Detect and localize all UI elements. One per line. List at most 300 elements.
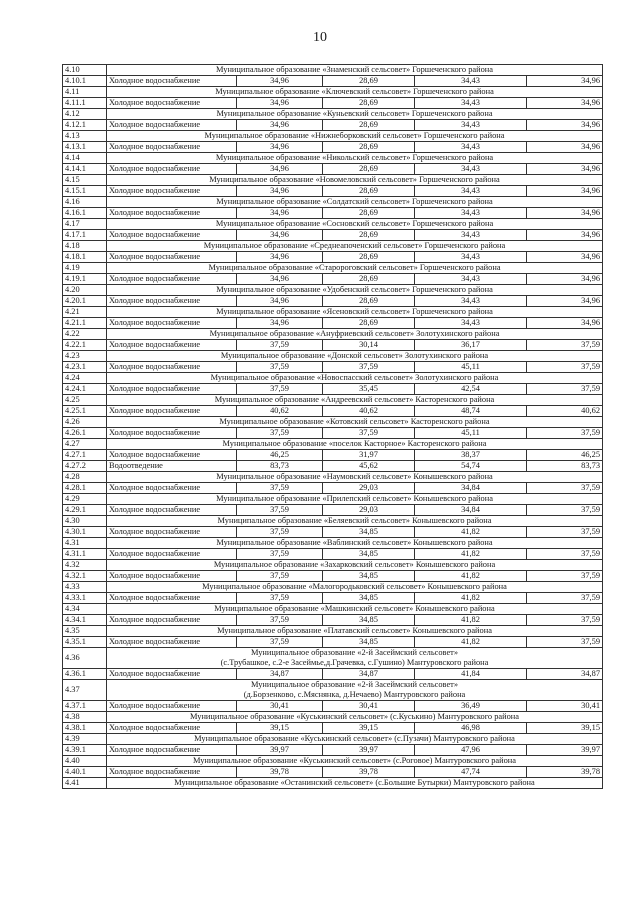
tariff-value-4: 37,59 <box>527 571 603 582</box>
service-name: Холодное водоснабжение <box>107 450 237 461</box>
tariff-value-1: 34,96 <box>237 164 323 175</box>
tariff-value-2: 28,69 <box>323 208 415 219</box>
tariff-value-1: 34,96 <box>237 230 323 241</box>
section-title: Муниципальное образование «Куськинский сельсовет» (с.Роговое) Мантуровского района <box>107 756 603 767</box>
tariff-value-1: 46,25 <box>237 450 323 461</box>
row-number: 4.35.1 <box>63 637 107 648</box>
tariff-value-2: 30,14 <box>323 340 415 351</box>
row-number: 4.19.1 <box>63 274 107 285</box>
service-name: Холодное водоснабжение <box>107 723 237 734</box>
tariff-value-4: 34,96 <box>527 318 603 329</box>
tariff-value-4: 34,87 <box>527 669 603 680</box>
section-title: Муниципальное образование «Машкинский сельсовет» Конышевского района <box>107 604 603 615</box>
tariff-value-4: 34,96 <box>527 120 603 131</box>
row-number: 4.22 <box>63 329 107 340</box>
section-header-row <box>63 241 603 252</box>
service-name: Холодное водоснабжение <box>107 76 237 87</box>
row-number: 4.34.1 <box>63 615 107 626</box>
tariff-value-4: 37,59 <box>527 637 603 648</box>
tariff-value-4: 34,96 <box>527 252 603 263</box>
tariff-row <box>63 318 603 329</box>
row-number: 4.25.1 <box>63 406 107 417</box>
section-header-row <box>63 373 603 384</box>
service-name: Холодное водоснабжение <box>107 186 237 197</box>
row-number: 4.11.1 <box>63 98 107 109</box>
page-number: 10 <box>313 30 327 45</box>
section-header-row <box>63 131 603 142</box>
section-header-row <box>63 307 603 318</box>
tariff-row <box>63 723 603 734</box>
service-name: Холодное водоснабжение <box>107 384 237 395</box>
tariff-value-2: 28,69 <box>323 186 415 197</box>
tariff-row <box>63 637 603 648</box>
service-name: Холодное водоснабжение <box>107 701 237 712</box>
tariff-value-4: 37,59 <box>527 593 603 604</box>
tariff-value-2: 28,69 <box>323 274 415 285</box>
tariff-row <box>63 142 603 153</box>
tariff-value-2: 28,69 <box>323 296 415 307</box>
section-title: Муниципальное образование «Захарковский сельсовет» Конышевского района <box>107 560 603 571</box>
tariff-value-1: 34,96 <box>237 98 323 109</box>
section-header-row <box>63 175 603 186</box>
row-number: 4.33.1 <box>63 593 107 604</box>
service-name: Холодное водоснабжение <box>107 230 237 241</box>
tariff-value-1: 37,59 <box>237 505 323 516</box>
tariff-value-4: 37,59 <box>527 483 603 494</box>
tariff-value-2: 31,97 <box>323 450 415 461</box>
section-header-row <box>63 648 603 669</box>
section-title: Муниципальное образование «Новомеловский сельсовет» Горшеченского района <box>107 175 603 186</box>
row-number: 4.23.1 <box>63 362 107 373</box>
section-title: Муниципальное образование «Ануфриевский сельсовет» Золотухинского района <box>107 329 603 340</box>
service-name: Холодное водоснабжение <box>107 669 237 680</box>
row-number: 4.31 <box>63 538 107 549</box>
tariff-value-1: 34,96 <box>237 274 323 285</box>
row-number: 4.36.1 <box>63 669 107 680</box>
tariff-value-2: 28,69 <box>323 164 415 175</box>
section-header-row <box>63 778 603 789</box>
service-name: Холодное водоснабжение <box>107 549 237 560</box>
tariff-value-2: 39,78 <box>323 767 415 778</box>
tariff-value-1: 34,96 <box>237 318 323 329</box>
tariff-row <box>63 98 603 109</box>
section-header-row <box>63 109 603 120</box>
row-number: 4.21.1 <box>63 318 107 329</box>
tariff-value-3: 41,82 <box>415 571 527 582</box>
tariff-value-3: 41,82 <box>415 549 527 560</box>
tariff-value-4: 34,96 <box>527 186 603 197</box>
service-name: Холодное водоснабжение <box>107 745 237 756</box>
tariff-value-3: 46,98 <box>415 723 527 734</box>
tariff-value-1: 30,41 <box>237 701 323 712</box>
section-title <box>107 648 603 669</box>
service-name: Холодное водоснабжение <box>107 318 237 329</box>
row-number: 4.21 <box>63 307 107 318</box>
tariff-value-4: 30,41 <box>527 701 603 712</box>
tariff-value-4: 34,96 <box>527 274 603 285</box>
section-title: Муниципальное образование «Беляевский сельсовет» Конышевского района <box>107 516 603 527</box>
tariff-value-4: 39,78 <box>527 767 603 778</box>
tariff-value-1: 37,59 <box>237 615 323 626</box>
tariff-value-3: 41,82 <box>415 593 527 604</box>
section-title: Муниципальное образование «Котовский сельсовет» Касторенского района <box>107 417 603 428</box>
section-title: Муниципальное образование «Куньевский сельсовет» Горшеченского района <box>107 109 603 120</box>
row-number: 4.34 <box>63 604 107 615</box>
row-number: 4.37 <box>63 680 107 701</box>
row-number: 4.11 <box>63 87 107 98</box>
section-header-row <box>63 219 603 230</box>
service-name: Холодное водоснабжение <box>107 98 237 109</box>
row-number: 4.17.1 <box>63 230 107 241</box>
row-number: 4.39 <box>63 734 107 745</box>
tariff-value-2: 34,85 <box>323 527 415 538</box>
tariff-value-1: 37,59 <box>237 384 323 395</box>
row-number: 4.24 <box>63 373 107 384</box>
tariff-row <box>63 450 603 461</box>
tariff-value-2: 34,85 <box>323 549 415 560</box>
tariff-value-3: 34,84 <box>415 505 527 516</box>
row-number: 4.40 <box>63 756 107 767</box>
section-title-line: (д.Борзенково, с.Мяснянка, д.Нечаево) Мантуровского района <box>243 690 466 699</box>
row-number: 4.27 <box>63 439 107 450</box>
tariff-value-2: 28,69 <box>323 98 415 109</box>
tariff-value-4: 46,25 <box>527 450 603 461</box>
row-number: 4.12.1 <box>63 120 107 131</box>
tariff-value-4: 37,59 <box>527 340 603 351</box>
tariff-value-2: 28,69 <box>323 76 415 87</box>
row-number: 4.10.1 <box>63 76 107 87</box>
tariff-value-2: 37,59 <box>323 362 415 373</box>
service-name: Холодное водоснабжение <box>107 296 237 307</box>
section-header-row <box>63 439 603 450</box>
tariff-row <box>63 230 603 241</box>
section-title: Муниципальное образование «Сосновский сельсовет» Горшеченского района <box>107 219 603 230</box>
tariff-value-1: 37,59 <box>237 527 323 538</box>
tariff-value-2: 40,62 <box>323 406 415 417</box>
row-number: 4.25 <box>63 395 107 406</box>
service-name: Водоотведение <box>107 461 237 472</box>
tariff-value-2: 39,15 <box>323 723 415 734</box>
tariff-value-4: 34,96 <box>527 98 603 109</box>
row-number: 4.20.1 <box>63 296 107 307</box>
service-name: Холодное водоснабжение <box>107 142 237 153</box>
tariff-value-1: 34,87 <box>237 669 323 680</box>
tariff-value-3: 45,11 <box>415 362 527 373</box>
tariff-value-3: 34,43 <box>415 296 527 307</box>
section-header-row <box>63 734 603 745</box>
row-number: 4.26.1 <box>63 428 107 439</box>
tariff-row <box>63 362 603 373</box>
tariff-value-1: 83,73 <box>237 461 323 472</box>
row-number: 4.27.1 <box>63 450 107 461</box>
tariff-row <box>63 208 603 219</box>
tariff-value-3: 34,43 <box>415 230 527 241</box>
service-name: Холодное водоснабжение <box>107 571 237 582</box>
tariff-value-3: 36,17 <box>415 340 527 351</box>
tariff-value-2: 28,69 <box>323 142 415 153</box>
tariff-value-4: 34,96 <box>527 296 603 307</box>
tariff-value-1: 34,96 <box>237 296 323 307</box>
tariff-value-4: 34,96 <box>527 208 603 219</box>
section-header-row <box>63 494 603 505</box>
tariff-value-3: 34,43 <box>415 98 527 109</box>
row-number: 4.18 <box>63 241 107 252</box>
tariff-value-3: 34,43 <box>415 76 527 87</box>
tariff-value-2: 28,69 <box>323 230 415 241</box>
tariff-value-2: 34,85 <box>323 571 415 582</box>
tariff-value-3: 34,43 <box>415 164 527 175</box>
tariff-value-1: 37,59 <box>237 549 323 560</box>
tariff-value-3: 41,82 <box>415 615 527 626</box>
section-title: Муниципальное образование «Прилепский сельсовет» Конышевского района <box>107 494 603 505</box>
row-number: 4.13 <box>63 131 107 142</box>
row-number: 4.15.1 <box>63 186 107 197</box>
tariff-table-body <box>63 65 603 789</box>
tariff-row <box>63 406 603 417</box>
tariff-value-2: 28,69 <box>323 318 415 329</box>
row-number: 4.17 <box>63 219 107 230</box>
tariff-row <box>63 549 603 560</box>
tariff-value-1: 34,96 <box>237 252 323 263</box>
row-number: 4.33 <box>63 582 107 593</box>
service-name: Холодное водоснабжение <box>107 637 237 648</box>
tariff-value-4: 34,96 <box>527 76 603 87</box>
tariff-value-3: 34,43 <box>415 120 527 131</box>
tariff-value-2: 34,87 <box>323 669 415 680</box>
service-name: Холодное водоснабжение <box>107 527 237 538</box>
tariff-row <box>63 483 603 494</box>
row-number: 4.12 <box>63 109 107 120</box>
section-title: Муниципальное образование «Знаменский сельсовет» Горшеченского района <box>107 65 603 76</box>
tariff-value-1: 37,59 <box>237 593 323 604</box>
section-title: Муниципальное образование «Наумовский сельсовет» Конышевского района <box>107 472 603 483</box>
tariff-value-1: 34,96 <box>237 76 323 87</box>
tariff-value-3: 36,49 <box>415 701 527 712</box>
tariff-value-4: 34,96 <box>527 142 603 153</box>
tariff-value-4: 37,59 <box>527 505 603 516</box>
tariff-value-2: 39,97 <box>323 745 415 756</box>
tariff-value-1: 37,59 <box>237 428 323 439</box>
row-number: 4.31.1 <box>63 549 107 560</box>
tariff-value-1: 34,96 <box>237 120 323 131</box>
tariff-value-4: 34,96 <box>527 164 603 175</box>
service-name: Холодное водоснабжение <box>107 208 237 219</box>
tariff-row <box>63 571 603 582</box>
section-title: Муниципальное образование «Ваблинский сельсовет» Конышевского района <box>107 538 603 549</box>
section-header-row <box>63 65 603 76</box>
row-number: 4.14.1 <box>63 164 107 175</box>
tariff-row <box>63 701 603 712</box>
section-title: Муниципальное образование «Останинский сельсовет» (с.Большие Бутырки) Мантуровского района <box>107 778 603 789</box>
section-title: Муниципальное образование «Новоспасский сельсовет» Золотухинского района <box>107 373 603 384</box>
section-header-row <box>63 395 603 406</box>
tariff-row <box>63 505 603 516</box>
row-number: 4.16.1 <box>63 208 107 219</box>
section-title: Муниципальное образование «поселок Касторное» Касторенского района <box>107 439 603 450</box>
service-name: Холодное водоснабжение <box>107 120 237 131</box>
tariff-row <box>63 252 603 263</box>
row-number: 4.18.1 <box>63 252 107 263</box>
tariff-value-3: 34,43 <box>415 318 527 329</box>
row-number: 4.22.1 <box>63 340 107 351</box>
tariff-value-3: 38,37 <box>415 450 527 461</box>
tariff-row <box>63 615 603 626</box>
section-title: Муниципальное образование «Куськинский сельсовет» (с.Куськино) Мантуровского района <box>107 712 603 723</box>
row-number: 4.16 <box>63 197 107 208</box>
tariff-value-3: 34,43 <box>415 186 527 197</box>
section-title <box>107 680 603 701</box>
tariff-value-1: 34,96 <box>237 208 323 219</box>
section-header-row <box>63 263 603 274</box>
section-title: Муниципальное образование «Донской сельсовет» Золотухинского района <box>107 351 603 362</box>
section-header-row <box>63 472 603 483</box>
section-header-row <box>63 712 603 723</box>
tariff-table <box>62 64 603 789</box>
row-number: 4.15 <box>63 175 107 186</box>
section-title: Муниципальное образование «Платавский сельсовет» Конышевского района <box>107 626 603 637</box>
row-number: 4.28.1 <box>63 483 107 494</box>
tariff-value-3: 47,96 <box>415 745 527 756</box>
row-number: 4.35 <box>63 626 107 637</box>
tariff-value-2: 30,41 <box>323 701 415 712</box>
tariff-value-2: 34,85 <box>323 637 415 648</box>
section-header-row <box>63 417 603 428</box>
tariff-value-2: 34,85 <box>323 593 415 604</box>
section-header-row <box>63 351 603 362</box>
tariff-value-4: 37,59 <box>527 549 603 560</box>
tariff-value-1: 34,96 <box>237 186 323 197</box>
row-number: 4.39.1 <box>63 745 107 756</box>
tariff-value-2: 34,85 <box>323 615 415 626</box>
section-title-line: (с.Трубашкое, с.2-е Засеймье,д.Грачевка, с.Гушино) Мантуровского района <box>220 658 489 667</box>
row-number: 4.32 <box>63 560 107 571</box>
row-number: 4.28 <box>63 472 107 483</box>
row-number: 4.14 <box>63 153 107 164</box>
tariff-value-1: 37,59 <box>237 362 323 373</box>
row-number: 4.40.1 <box>63 767 107 778</box>
row-number: 4.41 <box>63 778 107 789</box>
tariff-value-4: 37,59 <box>527 428 603 439</box>
tariff-value-2: 35,45 <box>323 384 415 395</box>
service-name: Холодное водоснабжение <box>107 428 237 439</box>
tariff-row <box>63 340 603 351</box>
tariff-value-2: 45,62 <box>323 461 415 472</box>
section-header-row <box>63 538 603 549</box>
row-number: 4.38 <box>63 712 107 723</box>
tariff-value-2: 29,03 <box>323 505 415 516</box>
row-number: 4.29 <box>63 494 107 505</box>
tariff-row <box>63 745 603 756</box>
tariff-value-1: 40,62 <box>237 406 323 417</box>
section-header-row <box>63 516 603 527</box>
tariff-row <box>63 186 603 197</box>
tariff-row <box>63 593 603 604</box>
tariff-row <box>63 274 603 285</box>
section-title-line: Муниципальное образование «2-й Засеймский сельсовет» <box>250 648 459 657</box>
tariff-value-2: 29,03 <box>323 483 415 494</box>
tariff-value-1: 37,59 <box>237 571 323 582</box>
row-number: 4.13.1 <box>63 142 107 153</box>
tariff-value-2: 28,69 <box>323 252 415 263</box>
tariff-value-3: 34,43 <box>415 142 527 153</box>
tariff-value-3: 45,11 <box>415 428 527 439</box>
tariff-value-4: 37,59 <box>527 615 603 626</box>
row-number: 4.26 <box>63 417 107 428</box>
tariff-row <box>63 461 603 472</box>
tariff-value-3: 34,43 <box>415 274 527 285</box>
section-header-row <box>63 582 603 593</box>
section-title: Муниципальное образование «Ключевский сельсовет» Горшеченского района <box>107 87 603 98</box>
tariff-value-2: 28,69 <box>323 120 415 131</box>
tariff-value-4: 39,97 <box>527 745 603 756</box>
tariff-value-3: 42,54 <box>415 384 527 395</box>
service-name: Холодное водоснабжение <box>107 593 237 604</box>
tariff-value-3: 34,43 <box>415 252 527 263</box>
row-number: 4.30.1 <box>63 527 107 538</box>
row-number: 4.32.1 <box>63 571 107 582</box>
section-header-row <box>63 680 603 701</box>
tariff-row <box>63 527 603 538</box>
section-title-line: Муниципальное образование «2-й Засеймский сельсовет» <box>250 680 459 689</box>
tariff-value-3: 41,82 <box>415 527 527 538</box>
tariff-value-3: 41,84 <box>415 669 527 680</box>
tariff-value-4: 34,96 <box>527 230 603 241</box>
service-name: Холодное водоснабжение <box>107 406 237 417</box>
tariff-row <box>63 76 603 87</box>
tariff-value-4: 39,15 <box>527 723 603 734</box>
tariff-value-2: 37,59 <box>323 428 415 439</box>
tariff-value-1: 37,59 <box>237 637 323 648</box>
section-title: Муниципальное образование «Нижнеборковский сельсовет» Горшеченского района <box>107 131 603 142</box>
tariff-value-4: 40,62 <box>527 406 603 417</box>
tariff-value-1: 37,59 <box>237 340 323 351</box>
service-name: Холодное водоснабжение <box>107 362 237 373</box>
section-header-row <box>63 197 603 208</box>
section-title: Муниципальное образование «Малогородьковский сельсовет» Конышевского района <box>107 582 603 593</box>
section-header-row <box>63 329 603 340</box>
tariff-value-4: 37,59 <box>527 362 603 373</box>
row-number: 4.30 <box>63 516 107 527</box>
section-header-row <box>63 756 603 767</box>
row-number: 4.19 <box>63 263 107 274</box>
tariff-row <box>63 296 603 307</box>
row-number: 4.24.1 <box>63 384 107 395</box>
tariff-row <box>63 384 603 395</box>
section-title: Муниципальное образование «Никольский сельсовет» Горшеченского района <box>107 153 603 164</box>
tariff-value-3: 54,74 <box>415 461 527 472</box>
tariff-value-3: 41,82 <box>415 637 527 648</box>
section-header-row <box>63 626 603 637</box>
section-header-row <box>63 153 603 164</box>
service-name: Холодное водоснабжение <box>107 164 237 175</box>
row-number: 4.37.1 <box>63 701 107 712</box>
section-title: Муниципальное образование «Удобенский сельсовет» Горшеченского района <box>107 285 603 296</box>
row-number: 4.20 <box>63 285 107 296</box>
section-title: Муниципальное образование «Куськинский сельсовет» (с.Пузачи) Мантуровского района <box>107 734 603 745</box>
tariff-value-4: 37,59 <box>527 527 603 538</box>
section-title: Муниципальное образование «Ясеновский сельсовет» Горшеченского района <box>107 307 603 318</box>
section-header-row <box>63 560 603 571</box>
service-name: Холодное водоснабжение <box>107 274 237 285</box>
tariff-value-1: 39,15 <box>237 723 323 734</box>
row-number: 4.38.1 <box>63 723 107 734</box>
service-name: Холодное водоснабжение <box>107 340 237 351</box>
row-number: 4.29.1 <box>63 505 107 516</box>
service-name: Холодное водоснабжение <box>107 767 237 778</box>
row-number: 4.27.2 <box>63 461 107 472</box>
tariff-value-1: 39,78 <box>237 767 323 778</box>
tariff-value-3: 34,84 <box>415 483 527 494</box>
